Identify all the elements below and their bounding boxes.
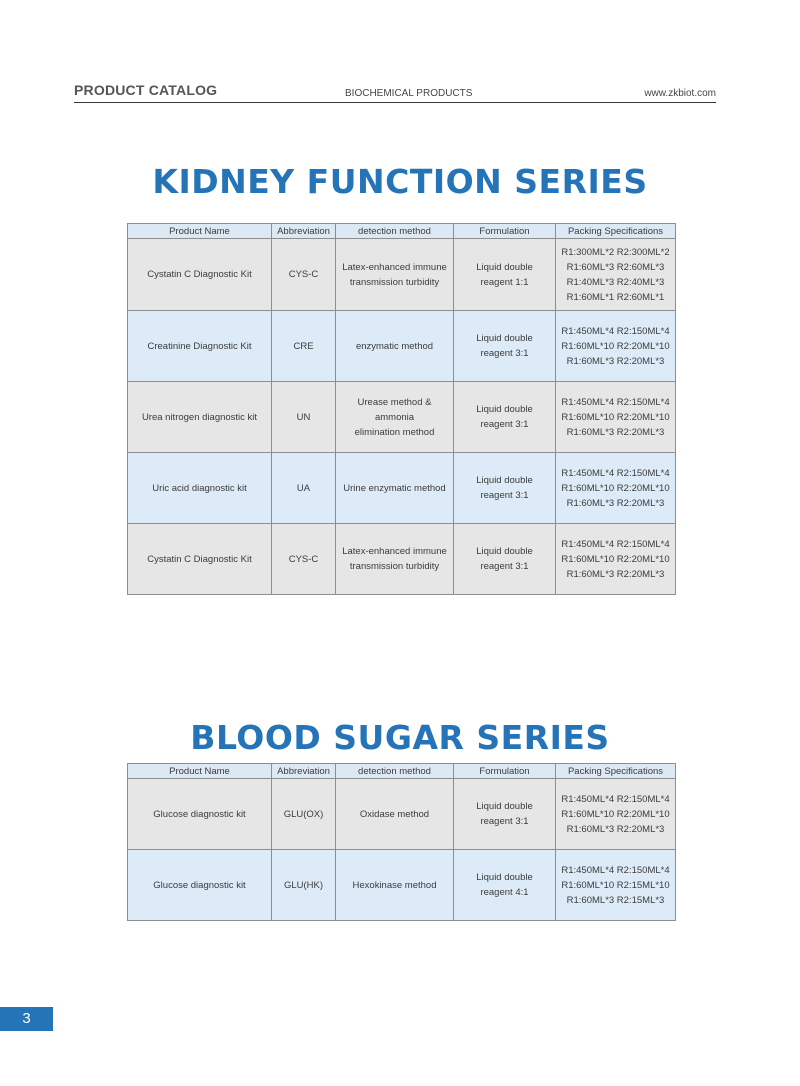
blood-sugar-table — [127, 763, 676, 921]
formulation: Liquid double reagent 4:1 — [454, 850, 556, 921]
packing-specifications: R1:450ML*4 R2:150ML*4 R1:60ML*10 R2:20ML*10 R1:60ML*3 R2:20ML*3 — [556, 453, 676, 524]
packing-specifications: R1:300ML*2 R2:300ML*2 R1:60ML*3 R2:60ML*3 R1:40ML*3 R2:40ML*3 R1:60ML*1 R2:60ML*1 — [556, 239, 676, 311]
blood-sugar-series-title: BLOOD SUGAR SERIES — [190, 718, 610, 757]
packing-specifications: R1:450ML*4 R2:150ML*4 R1:60ML*10 R2:20ML*10 R1:60ML*3 R2:20ML*3 — [556, 382, 676, 453]
col-abbreviation: Abbreviation — [272, 764, 336, 779]
formulation: Liquid double reagent 1:1 — [454, 239, 556, 311]
col-product-name: Product Name — [128, 764, 272, 779]
abbreviation: CRE — [272, 311, 336, 382]
product-name: Glucose diagnostic kit — [128, 850, 272, 921]
kidney-function-table — [127, 223, 676, 595]
product-name: Urea nitrogen diagnostic kit — [128, 382, 272, 453]
detection-method: Oxidase method — [336, 779, 454, 850]
product-name: Cystatin C Diagnostic Kit — [128, 524, 272, 595]
product-name: Creatinine Diagnostic Kit — [128, 311, 272, 382]
catalog-brand: PRODUCT CATALOG — [74, 82, 218, 98]
table-row — [128, 382, 676, 453]
packing-specifications: R1:450ML*4 R2:150ML*4 R1:60ML*10 R2:15ML*10 R1:60ML*3 R2:15ML*3 — [556, 850, 676, 921]
col-detection-method: detection method — [336, 224, 454, 239]
formulation: Liquid double reagent 3:1 — [454, 382, 556, 453]
page-number-badge: 3 — [0, 1007, 53, 1031]
detection-method: Urease method & ammonia elimination method — [336, 382, 454, 453]
table-header-row — [128, 764, 676, 779]
table-row — [128, 453, 676, 524]
abbreviation: UA — [272, 453, 336, 524]
product-name: Uric acid diagnostic kit — [128, 453, 272, 524]
detection-method: Latex-enhanced immune transmission turbidity — [336, 239, 454, 311]
abbreviation: CYS-C — [272, 239, 336, 311]
table-header-row — [128, 224, 676, 239]
detection-method: Urine enzymatic method — [336, 453, 454, 524]
formulation: Liquid double reagent 3:1 — [454, 779, 556, 850]
detection-method: Latex-enhanced immune transmission turbidity — [336, 524, 454, 595]
website-url[interactable]: www.zkbiot.com — [644, 88, 716, 99]
formulation: Liquid double reagent 3:1 — [454, 453, 556, 524]
table-row — [128, 850, 676, 921]
detection-method: enzymatic method — [336, 311, 454, 382]
table-row — [128, 311, 676, 382]
abbreviation: UN — [272, 382, 336, 453]
abbreviation: GLU(OX) — [272, 779, 336, 850]
table-row — [128, 239, 676, 311]
col-product-name: Product Name — [128, 224, 272, 239]
kidney-series-title: KIDNEY FUNCTION SERIES — [152, 162, 648, 201]
col-abbreviation: Abbreviation — [272, 224, 336, 239]
col-detection-method: detection method — [336, 764, 454, 779]
product-name: Glucose diagnostic kit — [128, 779, 272, 850]
abbreviation: GLU(HK) — [272, 850, 336, 921]
table-row — [128, 779, 676, 850]
formulation: Liquid double reagent 3:1 — [454, 311, 556, 382]
col-packing-specifications: Packing Specifications — [556, 224, 676, 239]
detection-method: Hexokinase method — [336, 850, 454, 921]
page-header — [74, 82, 716, 103]
product-name: Cystatin C Diagnostic Kit — [128, 239, 272, 311]
packing-specifications: R1:450ML*4 R2:150ML*4 R1:60ML*10 R2:20ML*10 R1:60ML*3 R2:20ML*3 — [556, 311, 676, 382]
col-formulation: Formulation — [454, 764, 556, 779]
abbreviation: CYS-C — [272, 524, 336, 595]
col-formulation: Formulation — [454, 224, 556, 239]
formulation: Liquid double reagent 3:1 — [454, 524, 556, 595]
col-packing-specifications: Packing Specifications — [556, 764, 676, 779]
section-label: BIOCHEMICAL PRODUCTS — [345, 88, 473, 99]
table-row — [128, 524, 676, 595]
packing-specifications: R1:450ML*4 R2:150ML*4 R1:60ML*10 R2:20ML*10 R1:60ML*3 R2:20ML*3 — [556, 524, 676, 595]
packing-specifications: R1:450ML*4 R2:150ML*4 R1:60ML*10 R2:20ML*10 R1:60ML*3 R2:20ML*3 — [556, 779, 676, 850]
